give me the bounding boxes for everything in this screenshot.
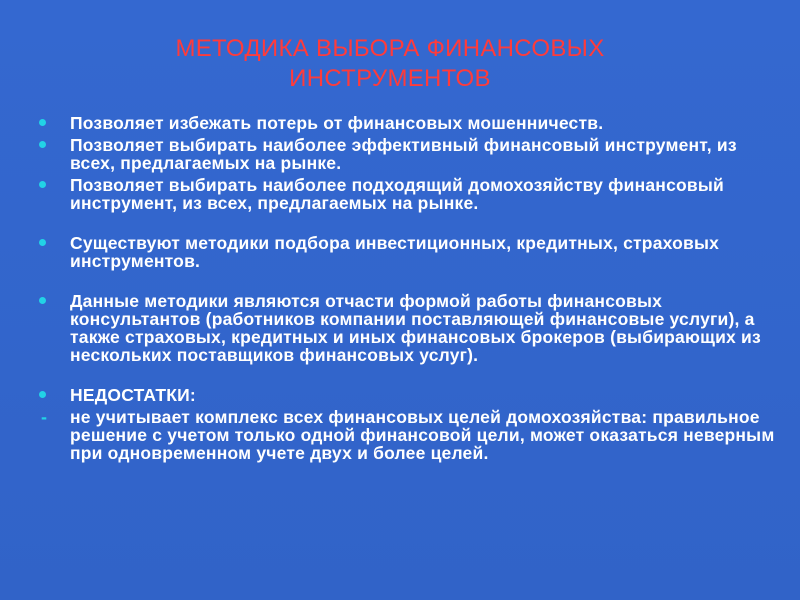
bullet-item-7 [38, 408, 778, 462]
dash-marker-icon: - [41, 407, 48, 427]
bullet-text-3: Позволяет выбирать наиболее подходящий домохозяйству финансовый инструмент, из всех, предлагаемых на рынке. [70, 175, 724, 213]
bullet-item-1 [38, 114, 778, 132]
slide-title-line-1: МЕТОДИКА ВЫБОРА ФИНАНСОВЫХ [175, 35, 605, 62]
slide-title-line-2: ИНСТРУМЕНТОВ [289, 65, 491, 92]
bullet-item-4 [38, 234, 778, 270]
bullet-item-5 [38, 292, 778, 364]
bullet-item-3 [38, 176, 778, 212]
bullet-text-2: Позволяет выбирать наиболее эффективный финансовый инструмент, из всех, предлагаемых на рынке. [70, 135, 737, 173]
bullet-text-5: Данные методики являются отчасти формой работы финансовых консультантов (работников компании поставляющей финансовые услуги), а также страховых, кредитных и иных финансовых брокеров (выбирающих из нескольких поставщиков финансовых услуг). [70, 291, 761, 365]
bullet-text-4: Существуют методики подбора инвестиционных, кредитных, страховых инструментов. [70, 233, 720, 271]
bullet-text-6: НЕДОСТАТКИ: [70, 385, 196, 405]
bullet-item-2 [38, 136, 778, 172]
bullet-item-6 [38, 386, 778, 404]
bullet-text-1: Позволяет избежать потерь от финансовых мошенничеств. [70, 113, 604, 133]
slide-title [90, 34, 690, 94]
bullet-list [38, 114, 778, 462]
bullet-text-7: не учитывает комплекс всех финансовых целей домохозяйства: правильное решение с учетом только одной финансовой цели, может оказаться неверным при одновременном учете двух и более целей. [70, 407, 775, 463]
